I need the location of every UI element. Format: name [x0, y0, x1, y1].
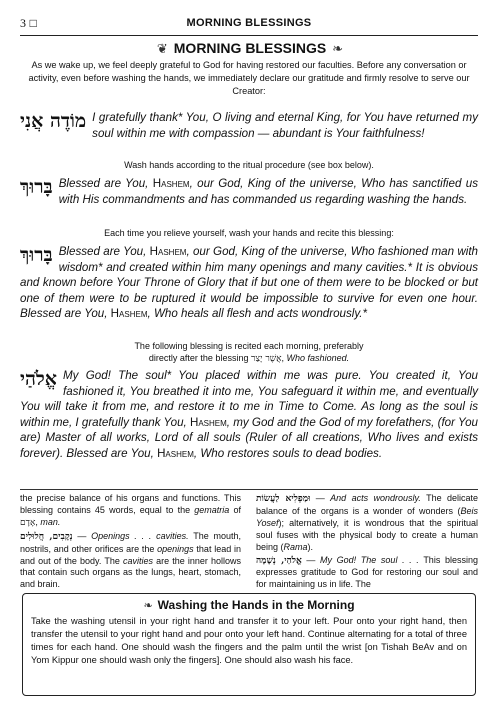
prayer-text: My God! The soul* You placed within me was pure. You created it, You fashioned it, You breathed it into me, You safeguard it within me, and eventually You will take it from me, and restore it to me in Time to Come. As long as the soul is within me, I gratefully thank You,	[20, 369, 478, 429]
commentary-paragraph: וּמַפְלִיא לַעֲשׂוֹת — And acts wondrously. The delicate balance of the organs is a wonder of wonders (Beis Yosef); alternatively, it is wondrous that the spiritual soul fuses with the physical body to create a human being (Rama).	[256, 493, 478, 552]
prayer-text: , our God, King of the universe, Who fashioned man with wisdom* and created within him many openings and many cavities.* It is obvious and known before Your Throne of Glory that if but one of them were to be blocked or but one of them were to be ruptured it would be impossible to survive for even one hour. Blessed are You,	[20, 245, 478, 321]
header-rule	[20, 35, 478, 36]
section-title	[0, 40, 500, 57]
instruction-wash: Wash hands according to the ritual procedure (see box below).	[124, 160, 374, 170]
instruction-following	[20, 341, 478, 366]
prayer-text: , our God, King of the universe, Who has sanctified us with His commandments and has commanded us regarding washing the hands.	[58, 177, 478, 206]
washing-instructions-box	[22, 593, 476, 696]
divine-name: Hashem	[189, 415, 227, 429]
prayer-text: , my God and the God of my forefathers, (for You are) Master of all works, Lord of all souls (Ruler of all creations, Who lives and exists forever). Blessed are You,	[20, 415, 478, 460]
section-title-text: MORNING BLESSINGS	[173, 40, 327, 56]
commentary-left-column	[20, 493, 241, 592]
prayer-modeh-ani	[20, 110, 478, 141]
page-number: 3 □	[20, 16, 38, 30]
commentary-right-column	[256, 493, 478, 592]
divine-name: Hashem	[149, 245, 187, 258]
ornament-left-icon: ❦	[156, 42, 168, 57]
prayer-text: , Who heals all flesh and acts wondrously.*	[147, 307, 368, 321]
commentary-paragraph: the precise balance of his organs and functions. This blessing contains 45 words, equal to the gematria of אָדָם, man.	[20, 493, 241, 528]
hebrew-incipit: בָּרוּךְ	[20, 244, 53, 266]
divine-name: Hashem	[110, 307, 148, 321]
ornament-icon: ❧	[143, 599, 153, 612]
intro-paragraph: As we wake up, we feel deeply grateful to God for having restored our faculties. Before any conversation or activity, even before washing the hands, we immediately declare our gratitude and firmly resolve to serve our Creator:	[28, 60, 470, 96]
hebrew-incipit: מוֹדֶה אֲנִי	[20, 110, 87, 132]
commentary-paragraph: נְקָבִים, חֲלוּלִים — Openings . . . cavities. The mouth, nostrils, and other orifices are the openings that lead in and out of the body. The cavities are the inner hollows that contain such organs as the lungs, heart, stomach, and brain.	[20, 530, 241, 590]
instruction-line: directly after the blessing אֲשֶׁר יָצַר, Who fashioned.	[148, 352, 350, 364]
blessing-asher-yatzar	[20, 244, 478, 322]
ornament-right-icon: ❧	[332, 42, 344, 57]
running-title: MORNING BLESSINGS	[186, 17, 312, 29]
instruction-relieve: Each time you relieve yourself, wash your hands and recite this blessing:	[104, 228, 394, 238]
box-body: Take the washing utensil in your right hand and transfer it to your left. Pour onto your right hand, then transfer the utensil to your right hand and pour onto your left hand. Continue alternating for a total of three times for each hand. One should wash the fingers and the palm until the wrist [on Tishah BeAv and on Yom Kippur one should wash only the fingers]. One should also wash his face.	[31, 616, 467, 665]
divine-name: Hashem	[157, 446, 194, 460]
blessing-washing-hands	[20, 176, 478, 207]
prayer-elohai-neshamah	[20, 368, 478, 462]
hebrew-incipit: בָּרוּךְ	[20, 176, 53, 198]
instruction-line: The following blessing is recited each morning, preferably	[134, 341, 364, 351]
prayer-text: , Who restores souls to dead bodies.	[193, 446, 383, 460]
commentary-paragraph: אֱלֹהַי, נְשָׁמָה — My God! The soul . . . This blessing expresses gratitude to God for restoring our soul and for maintaining us in life. The	[256, 554, 478, 590]
prayer-text: Blessed are You,	[58, 177, 153, 190]
running-header	[20, 10, 478, 36]
hebrew-incipit: אֱלֹהַי	[20, 368, 57, 390]
commentary-divider	[20, 489, 478, 490]
box-title: ❧ Washing the Hands in the Morning	[143, 598, 355, 612]
prayer-text: Blessed are You,	[58, 245, 150, 258]
divine-name: Hashem	[152, 177, 190, 190]
prayer-text: I gratefully thank* You, O living and eternal King, for You have returned my soul within me with compassion — abundant is Your faithfulness!	[92, 111, 478, 140]
